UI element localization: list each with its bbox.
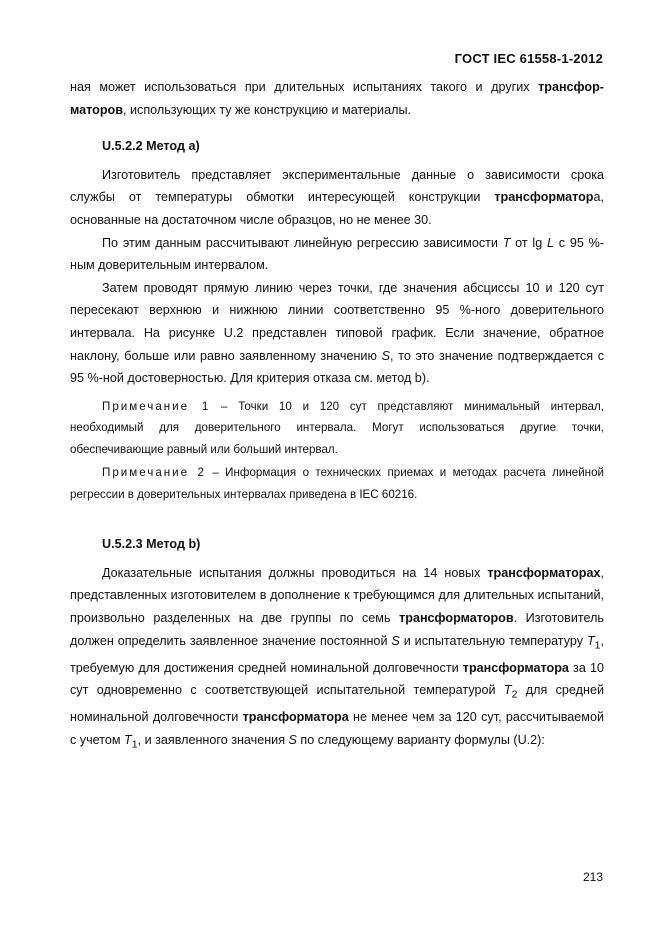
symbol-L: L xyxy=(547,235,555,250)
text: , и заявленного значения xyxy=(137,733,289,747)
paragraph-continuation xyxy=(70,76,604,121)
text: от lg xyxy=(510,235,547,250)
term-transformers: трансформаторах xyxy=(487,565,601,580)
text: по следующему варианту формулы (U.2): xyxy=(296,733,545,747)
note-label: Примечание 1 xyxy=(102,399,211,413)
note-1 xyxy=(70,396,604,461)
symbol-S: S xyxy=(391,633,400,648)
paragraph-proof-tests xyxy=(70,562,604,756)
text: , то это значение подтверждается с 95 %-ной достоверностью. Для критерия отказа см. метод b). xyxy=(70,348,604,386)
text: ная может использоваться при длительных испытаниях такого и других xyxy=(70,80,539,94)
text: с 95 %-ным доверительным интервалом. xyxy=(70,235,604,273)
text: не менее чем за 120 сут, рассчитываемой с учетом xyxy=(70,710,605,747)
symbol-S: S xyxy=(381,348,390,363)
text: и испытательную температуру xyxy=(399,633,587,648)
text: . Изготовитель должен определить заявленное значение постоянной xyxy=(70,611,604,648)
paragraph-straight-line xyxy=(70,277,604,390)
symbol-S: S xyxy=(288,733,297,747)
text: Доказательные испытания должны проводиться на 14 новых xyxy=(102,565,488,580)
term-transformers: трансформаторов xyxy=(399,611,514,625)
text: , требуемую для достижения средней номинальной долговечности xyxy=(70,633,604,675)
text: а, основанные на достаточном числе образцов, но не менее 30. xyxy=(70,190,604,227)
text: По этим данным рассчитывают линейную регрессию зависимости xyxy=(102,235,503,250)
text: за 10 сут одновременно с соответствующей испытательной температурой xyxy=(70,660,604,698)
note-text: – Точки 10 и 120 сут представляют минимальный интервал, необходимый для доверительного интервала. Могут использоваться другие точки, обеспечивающие равный или больший интервал. xyxy=(70,399,604,456)
symbol-T: T xyxy=(502,235,511,250)
text: , использующих ту же конструкцию и материалы. xyxy=(122,102,411,117)
section-heading-method-a: U.5.2.2 Метод а) xyxy=(102,139,200,154)
term-transformer: трансформатор xyxy=(494,190,594,205)
subscript: 1 xyxy=(594,639,601,652)
term-transformer: трансформатора xyxy=(242,710,349,725)
subscript: 1 xyxy=(131,738,138,751)
paragraph-regression xyxy=(70,232,604,277)
text: Затем проводят прямую линию через точки, где значения абсциссы 10 и 120 сут пересекают верхнюю и нижнюю линии соответственно 95 %-ного доверительного интервала. На рисунке U.2 представлен типовой график. Если значение, обратное наклону, больше или равно заявленному значению xyxy=(70,280,604,363)
text: Изготовитель представляет экспериментальные данные о зависимости срока службы от температуры обмотки интересующей конструкции xyxy=(70,167,604,205)
text: для средней номинальной долговечности xyxy=(70,683,605,725)
symbol-T: T xyxy=(586,633,595,648)
text: , представленных изготовителем в дополнение к требующимся для длительных испытаний, произвольно разделенных на две группы по семь xyxy=(70,565,604,625)
page-number: 213 xyxy=(582,870,603,884)
subscript: 2 xyxy=(511,688,518,701)
section-heading-method-b: U.5.2.3 Метод b) xyxy=(102,537,201,552)
term-transformer: трансформатора xyxy=(462,660,569,675)
document-header: ГОСТ IEC 61558-1-2012 xyxy=(454,51,603,66)
term-transformers: трансфор-маторов xyxy=(70,80,604,117)
paragraph-manufacturer-data xyxy=(70,164,604,232)
note-text: – Информация о технических приемах и методах расчета линейной регрессии в доверительных интервалах приведена в IEC 60216. xyxy=(70,466,604,501)
page-body xyxy=(70,76,604,756)
symbol-T: T xyxy=(503,683,512,698)
symbol-T: T xyxy=(124,733,132,747)
note-2 xyxy=(70,462,604,505)
note-label: Примечание 2 xyxy=(102,466,206,480)
